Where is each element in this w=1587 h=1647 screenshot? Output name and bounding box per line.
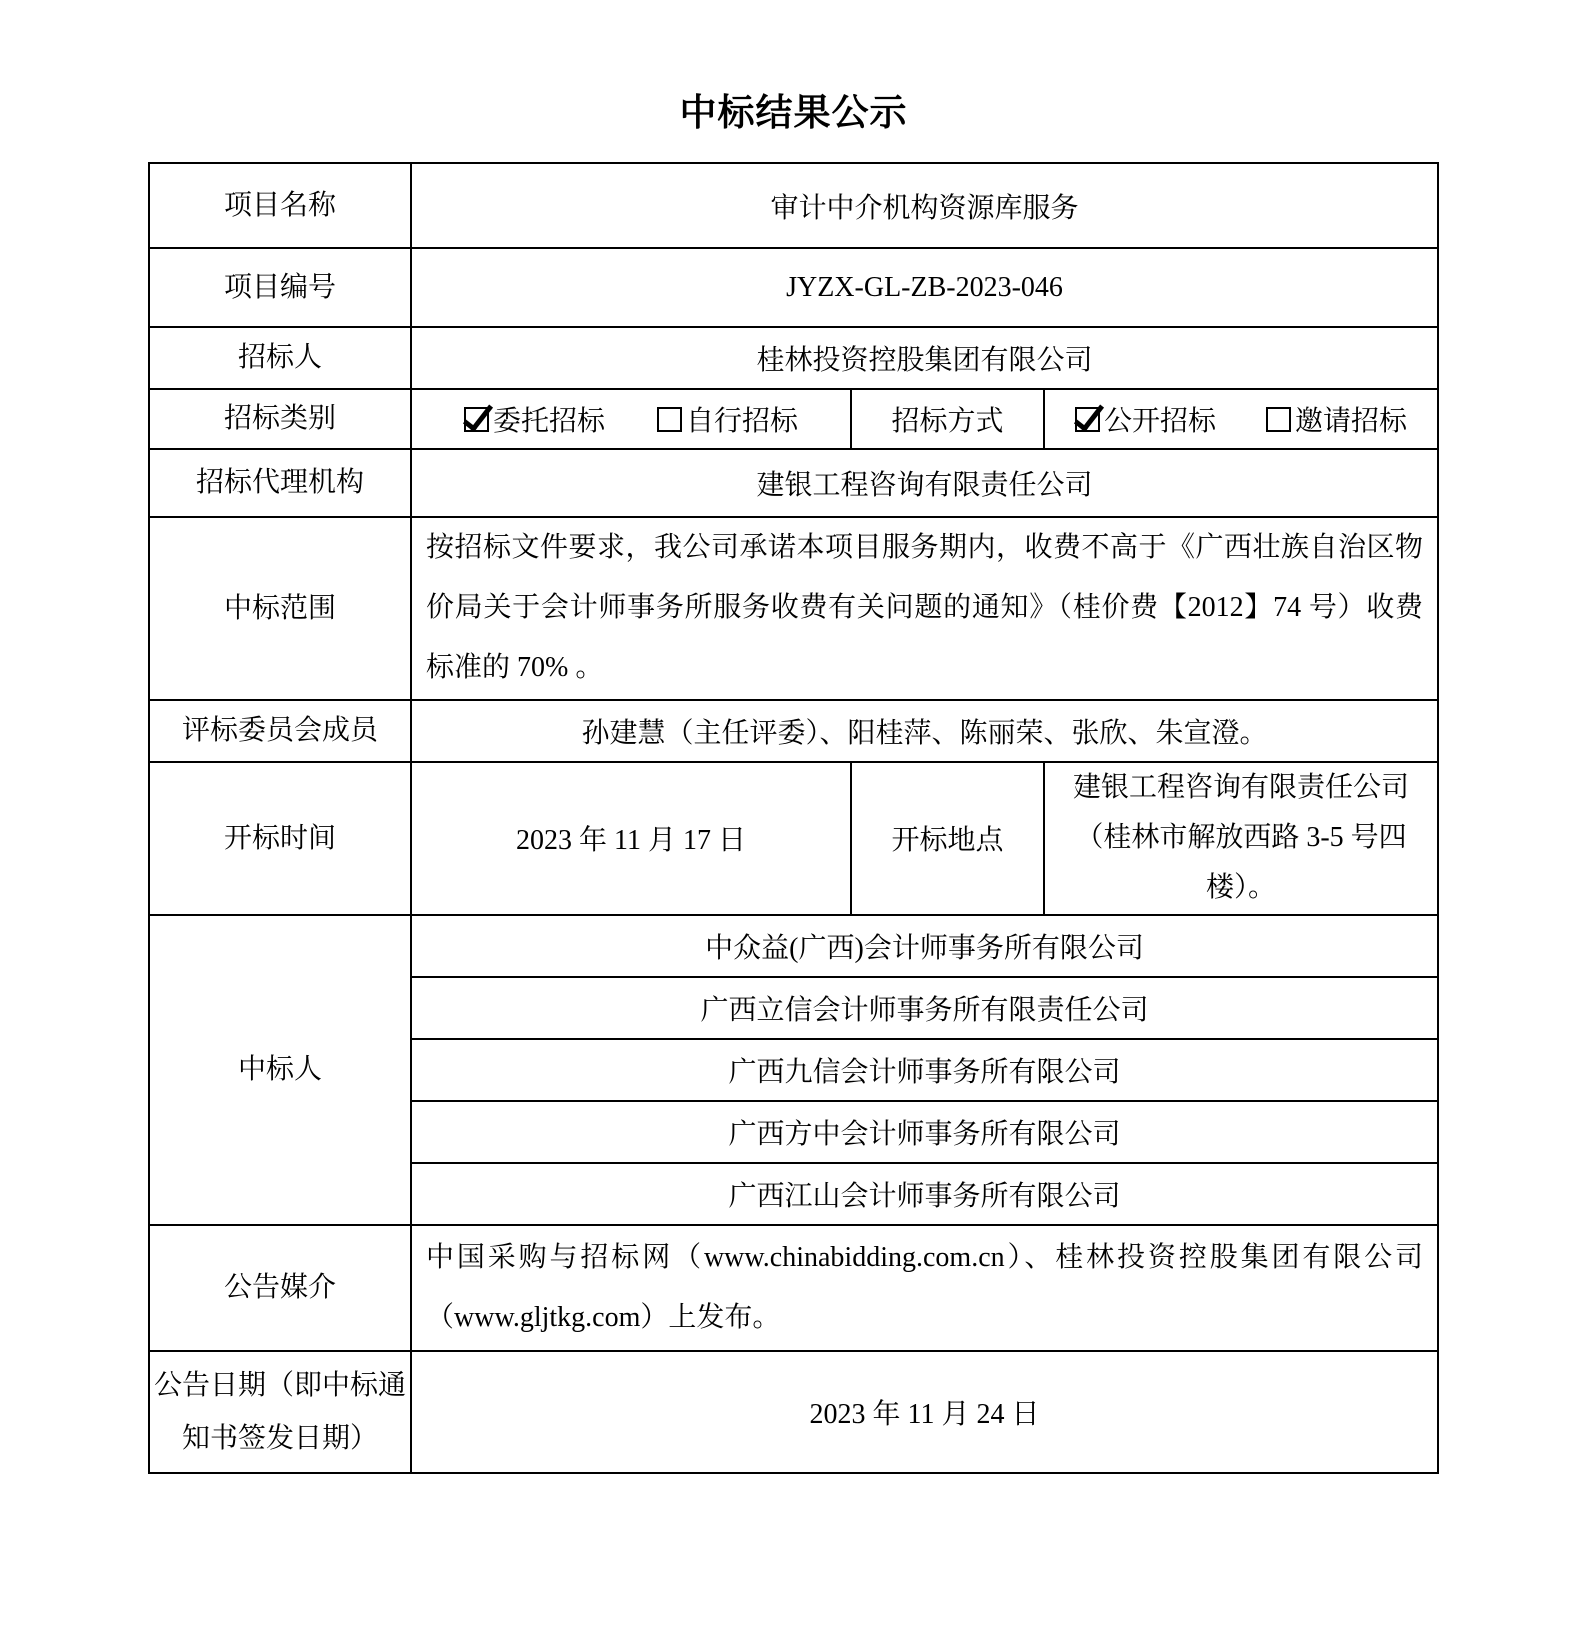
media-label: 公告媒介 (149, 1225, 411, 1351)
agency-value: 建银工程咨询有限责任公司 (411, 449, 1438, 517)
media-value: 中国采购与招标网（www.chinabidding.com.cn）、桂林投资控股集团有限公司（www.gljtkg.com）上发布。 (411, 1225, 1438, 1351)
page-title: 中标结果公示 (679, 93, 908, 134)
committee-label: 评标委员会成员 (149, 700, 411, 762)
tender-method-label: 招标方式 (851, 389, 1044, 449)
announce-date-value: 2023 年 11 月 24 日 (411, 1351, 1438, 1473)
winners-label: 中标人 (149, 915, 411, 1225)
row-media (149, 1225, 1438, 1351)
winner-name: 广西方中会计师事务所有限公司 (411, 1101, 1438, 1163)
announce-date-label: 公告日期（即中标通知书签发日期） (149, 1351, 411, 1473)
row-agency (149, 449, 1438, 517)
bid-result-table (148, 162, 1439, 1474)
project-number-label: 项目编号 (149, 248, 411, 327)
row-announce-date (149, 1351, 1438, 1473)
option-label: 邀请招标 (1295, 406, 1408, 437)
option-open-tender (1075, 399, 1216, 439)
winner-name: 广西立信会计师事务所有限责任公司 (411, 977, 1438, 1039)
option-delegated-tender (464, 399, 605, 439)
row-committee (149, 700, 1438, 762)
option-invited-tender (1266, 399, 1407, 439)
row-tender-category (149, 389, 1438, 449)
tender-category-label: 招标类别 (149, 389, 411, 449)
winner-name: 中众益(广西)会计师事务所有限公司 (411, 915, 1438, 977)
project-name-value: 审计中介机构资源库服务 (411, 163, 1438, 248)
agency-label: 招标代理机构 (149, 449, 411, 517)
row-tenderee (149, 327, 1438, 389)
row-project-name (149, 163, 1438, 248)
scope-label: 中标范围 (149, 517, 411, 700)
project-number-value: JYZX-GL-ZB-2023-046 (411, 248, 1438, 327)
option-label: 公开招标 (1103, 406, 1216, 437)
winner-name: 广西九信会计师事务所有限公司 (411, 1039, 1438, 1101)
row-winner (149, 915, 1438, 977)
checkbox-checked-icon (464, 407, 489, 432)
tenderee-label: 招标人 (149, 327, 411, 389)
committee-value: 孙建慧（主任评委）、阳桂萍、陈丽荣、张欣、朱宣澄。 (411, 700, 1438, 762)
checkbox-unchecked-icon (1266, 407, 1291, 432)
row-opening (149, 762, 1438, 915)
tender-category-options (411, 389, 851, 449)
project-name-label: 项目名称 (149, 163, 411, 248)
opening-time-value: 2023 年 11 月 17 日 (411, 762, 851, 915)
row-project-number (149, 248, 1438, 327)
option-label: 委托招标 (492, 406, 605, 437)
option-self-tender (657, 399, 798, 439)
checkbox-checked-icon (1075, 407, 1100, 432)
opening-time-label: 开标时间 (149, 762, 411, 915)
opening-place-value: 建银工程咨询有限责任公司（桂林市解放西路 3-5 号四楼）。 (1044, 762, 1438, 915)
winner-name: 广西江山会计师事务所有限公司 (411, 1163, 1438, 1225)
row-scope (149, 517, 1438, 700)
opening-place-label: 开标地点 (851, 762, 1044, 915)
tender-method-options (1044, 389, 1438, 449)
option-label: 自行招标 (686, 406, 799, 437)
checkbox-unchecked-icon (657, 407, 682, 432)
tenderee-value: 桂林投资控股集团有限公司 (411, 327, 1438, 389)
scope-value: 按招标文件要求，我公司承诺本项目服务期内，收费不高于《广西壮族自治区物价局关于会计师事务所服务收费有关问题的通知》（桂价费【2012】74 号）收费标准的 70% 。 (411, 517, 1438, 700)
